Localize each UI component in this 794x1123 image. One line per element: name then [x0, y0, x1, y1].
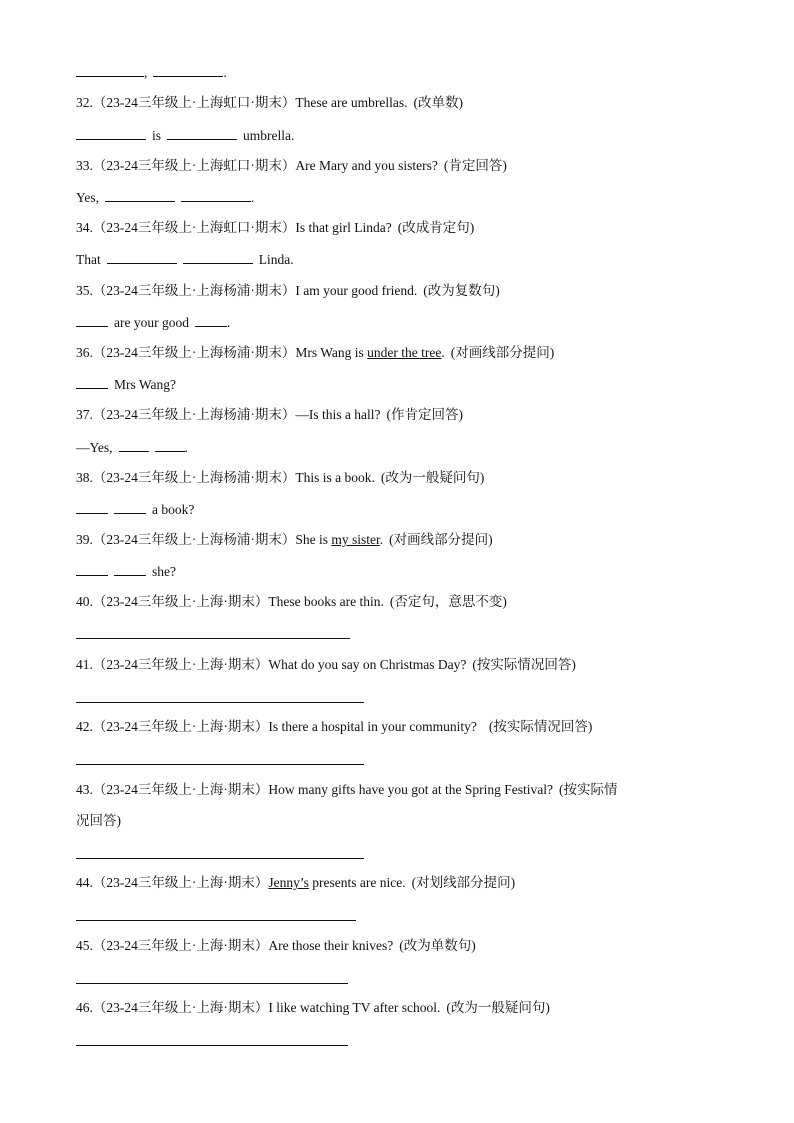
question-35: 35.（23-24三年级上·上海杨浦·期末）I am your good friend. (改为复数句)	[76, 283, 500, 298]
answer-blank[interactable]	[114, 500, 146, 514]
question-39: 39.（23-24三年级上·上海杨浦·期末）She is my sister. (对画线部分提问)	[76, 532, 493, 547]
answer-blank[interactable]	[76, 126, 146, 140]
answer-line-46[interactable]	[76, 1045, 348, 1046]
answer-blank[interactable]	[119, 438, 149, 452]
q32-answer: is umbrella.	[76, 126, 294, 145]
answer-line-44[interactable]	[76, 920, 356, 921]
answer-blank[interactable]	[76, 63, 144, 77]
answer-blank[interactable]	[114, 562, 146, 576]
answer-blank[interactable]	[153, 63, 223, 77]
q35-answer: are your good .	[76, 313, 230, 332]
answer-line-41[interactable]	[76, 702, 364, 703]
answer-blank[interactable]	[76, 500, 108, 514]
answer-line-43[interactable]	[76, 858, 364, 859]
answer-blank[interactable]	[195, 313, 227, 327]
answer-blank[interactable]	[183, 250, 253, 264]
question-37: 37.（23-24三年级上·上海杨浦·期末）—Is this a hall? (作肯定回答)	[76, 407, 463, 422]
question-32: 32.（23-24三年级上·上海虹口·期末）These are umbrellas. (改单数)	[76, 95, 463, 110]
question-45: 45.（23-24三年级上·上海·期末）Are those their knives? (改为单数句)	[76, 938, 476, 953]
answer-blank[interactable]	[76, 375, 108, 389]
question-36: 36.（23-24三年级上·上海杨浦·期末）Mrs Wang is under the tree. (对画线部分提问)	[76, 345, 555, 360]
q39-answer: she?	[76, 562, 176, 581]
question-41: 41.（23-24三年级上·上海·期末）What do you say on Christmas Day? (按实际情况回答)	[76, 657, 576, 672]
answer-blank[interactable]	[105, 188, 175, 202]
q31-answer: , .	[76, 63, 227, 82]
underlined-phrase: my sister	[331, 532, 380, 547]
question-33: 33.（23-24三年级上·上海虹口·期末）Are Mary and you sisters? (肯定回答)	[76, 158, 507, 173]
q36-answer: Mrs Wang?	[76, 375, 176, 394]
answer-blank[interactable]	[155, 438, 185, 452]
answer-blank[interactable]	[181, 188, 251, 202]
answer-line-40[interactable]	[76, 638, 350, 639]
answer-line-42[interactable]	[76, 764, 364, 765]
underlined-phrase: under the tree	[367, 345, 442, 360]
question-40: 40.（23-24三年级上·上海·期末）These books are thin. (否定句，意思不变)	[76, 594, 507, 609]
underlined-phrase: Jenny’s	[268, 875, 309, 890]
question-43-cont: 况回答)	[76, 813, 121, 828]
question-42: 42.（23-24三年级上·上海·期末）Is there a hospital in your community? (按实际情况回答)	[76, 719, 593, 734]
q37-answer: —Yes, .	[76, 440, 188, 455]
question-34: 34.（23-24三年级上·上海虹口·期末）Is that girl Linda? (改成肯定句)	[76, 220, 475, 235]
question-43: 43.（23-24三年级上·上海·期末）How many gifts have you got at the Spring Festival? (按实际情	[76, 782, 618, 797]
q38-answer: a book?	[76, 500, 194, 519]
q33-answer: Yes, .	[76, 190, 255, 205]
answer-blank[interactable]	[167, 126, 237, 140]
answer-blank[interactable]	[76, 313, 108, 327]
answer-blank[interactable]	[76, 562, 108, 576]
question-44: 44.（23-24三年级上·上海·期末）Jenny’s presents are nice. (对划线部分提问)	[76, 875, 516, 890]
question-38: 38.（23-24三年级上·上海杨浦·期末）This is a book. (改为一般疑问句)	[76, 470, 485, 485]
answer-blank[interactable]	[107, 250, 177, 264]
q34-answer: That Linda.	[76, 252, 294, 267]
answer-line-45[interactable]	[76, 983, 348, 984]
question-46: 46.（23-24三年级上·上海·期末）I like watching TV after school. (改为一般疑问句)	[76, 1000, 550, 1015]
